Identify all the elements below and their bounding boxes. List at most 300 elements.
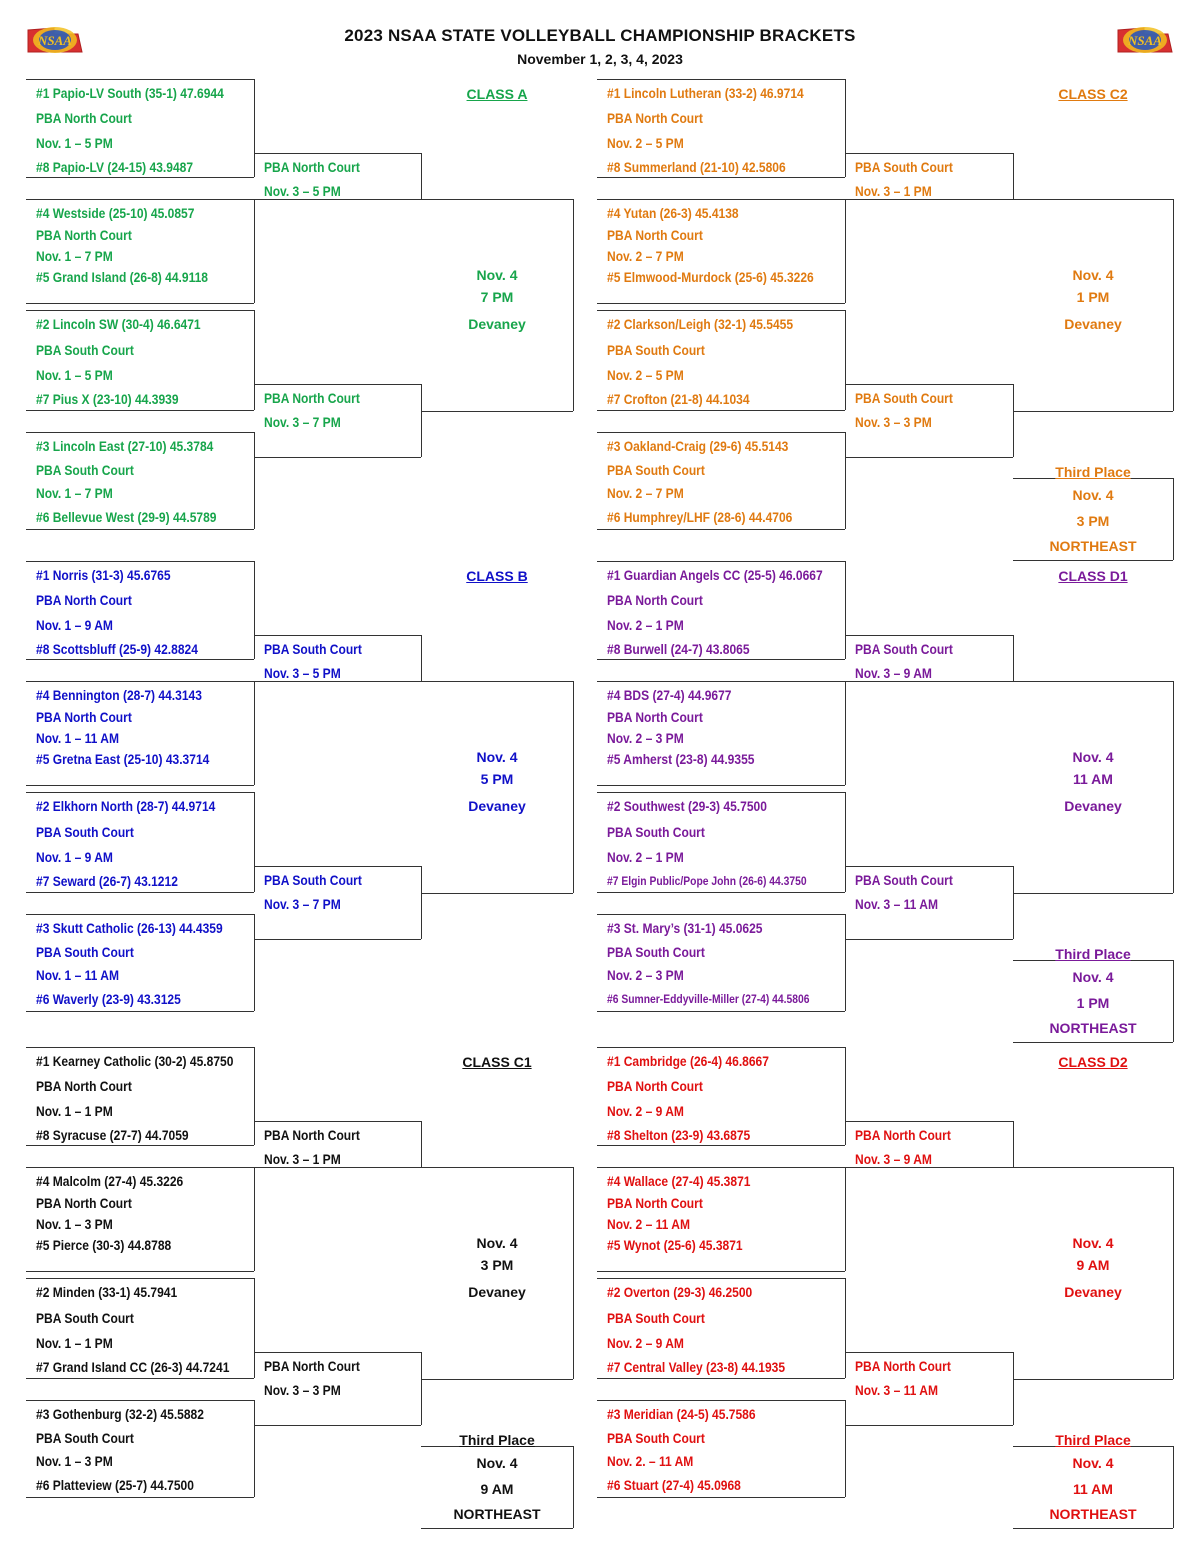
match-court: PBA South Court xyxy=(36,462,134,478)
team-low-seed: #7 Seward (26-7) 43.1212 xyxy=(36,873,178,889)
team-low-seed: #5 Grand Island (26-8) 44.9118 xyxy=(36,269,208,285)
match-connector xyxy=(254,79,255,177)
class-title: CLASS D2 xyxy=(1058,1054,1128,1070)
match-court: PBA South Court xyxy=(36,342,134,358)
match-top-line xyxy=(597,1400,845,1401)
semifinal-court: PBA North Court xyxy=(264,1358,360,1374)
final-connector xyxy=(1173,1167,1174,1379)
match-court: PBA North Court xyxy=(607,709,703,725)
semifinal-connector xyxy=(421,635,422,681)
match-top-line xyxy=(26,561,254,562)
final-connector xyxy=(1173,199,1174,411)
third-place-time: 3 PM xyxy=(1076,513,1110,529)
match-connector xyxy=(845,914,846,1011)
match-bottom-line xyxy=(597,659,845,660)
team-high-seed: #2 Minden (33-1) 45.7941 xyxy=(36,1284,178,1300)
match-top-line xyxy=(597,1167,845,1168)
final-bottom-line xyxy=(421,1379,573,1380)
match-connector xyxy=(254,1278,255,1378)
match-bottom-line xyxy=(26,659,254,660)
team-high-seed: #1 Papio-LV South (35-1) 47.6944 xyxy=(36,85,224,101)
match-court: PBA North Court xyxy=(36,709,132,725)
semifinal-bottom-line xyxy=(845,457,1013,458)
match-court: PBA South Court xyxy=(607,1430,705,1446)
third-place-time: 1 PM xyxy=(1076,995,1110,1011)
match-connector xyxy=(845,561,846,659)
final-top-line xyxy=(421,1167,573,1168)
final-date: Nov. 4 xyxy=(1072,1235,1114,1251)
final-time: 3 PM xyxy=(480,1257,514,1273)
semifinal-time: Nov. 3 – 7 PM xyxy=(264,414,341,430)
match-court: PBA South Court xyxy=(36,1310,134,1326)
match-bottom-line xyxy=(597,1497,845,1498)
semifinal-time: Nov. 3 – 5 PM xyxy=(264,183,341,199)
match-court: PBA North Court xyxy=(607,110,703,126)
semifinal-bottom-line xyxy=(254,681,421,682)
match-connector xyxy=(254,914,255,1011)
match-connector xyxy=(845,792,846,892)
match-bottom-line xyxy=(597,529,845,530)
match-connector xyxy=(845,1167,846,1271)
third-place-label: Third Place xyxy=(1055,946,1131,962)
final-bottom-line xyxy=(1013,1379,1173,1380)
final-date: Nov. 4 xyxy=(476,267,518,283)
semifinal-time: Nov. 3 – 11 AM xyxy=(855,1382,938,1398)
third-place-venue: NORTHEAST xyxy=(1049,1020,1137,1036)
final-top-line xyxy=(421,681,573,682)
team-high-seed: #2 Overton (29-3) 46.2500 xyxy=(607,1284,753,1300)
final-venue: Devaney xyxy=(1064,1284,1122,1300)
match-top-line xyxy=(26,199,254,200)
class-title: CLASS C1 xyxy=(462,1054,532,1070)
match-connector xyxy=(845,310,846,410)
team-low-seed: #6 Stuart (27-4) 45.0968 xyxy=(607,1477,741,1493)
match-time: Nov. 2 – 9 AM xyxy=(607,1103,684,1119)
semifinal-bottom-line xyxy=(254,1425,421,1426)
final-bottom-line xyxy=(1013,411,1173,412)
final-top-line xyxy=(1013,1167,1173,1168)
final-time: 11 AM xyxy=(1073,771,1113,787)
team-low-seed: #5 Amherst (23-8) 44.9355 xyxy=(607,751,755,767)
match-connector xyxy=(254,199,255,303)
match-time: Nov. 2 – 1 PM xyxy=(607,617,684,633)
team-high-seed: #3 Meridian (24-5) 45.7586 xyxy=(607,1406,756,1422)
semifinal-court: PBA South Court xyxy=(264,641,362,657)
match-top-line xyxy=(26,681,254,682)
semifinal-time: Nov. 3 – 3 PM xyxy=(264,1382,341,1398)
team-high-seed: #4 Wallace (27-4) 45.3871 xyxy=(607,1173,751,1189)
third-place-date: Nov. 4 xyxy=(1072,1455,1114,1471)
final-connector xyxy=(573,199,574,411)
match-connector xyxy=(845,1400,846,1497)
match-bottom-line xyxy=(597,1271,845,1272)
match-bottom-line xyxy=(26,1378,254,1379)
match-court: PBA South Court xyxy=(607,824,705,840)
semifinal-top-line xyxy=(254,384,421,385)
match-connector xyxy=(254,1167,255,1271)
semifinal-time: Nov. 3 – 5 PM xyxy=(264,665,341,681)
team-low-seed: #5 Elmwood-Murdock (25-6) 45.3226 xyxy=(607,269,814,285)
semifinal-top-line xyxy=(254,1121,421,1122)
final-bottom-line xyxy=(1013,893,1173,894)
team-high-seed: #3 Skutt Catholic (26-13) 44.4359 xyxy=(36,920,223,936)
match-court: PBA South Court xyxy=(36,824,134,840)
nsaa-logo-right xyxy=(1114,22,1174,58)
team-high-seed: #2 Southwest (29-3) 45.7500 xyxy=(607,798,767,814)
match-top-line xyxy=(26,914,254,915)
semifinal-time: Nov. 3 – 7 PM xyxy=(264,896,341,912)
semifinal-top-line xyxy=(845,866,1013,867)
team-low-seed: #7 Pius X (23-10) 44.3939 xyxy=(36,391,179,407)
team-high-seed: #3 St. Mary’s (31-1) 45.0625 xyxy=(607,920,763,936)
match-court: PBA South Court xyxy=(607,1310,705,1326)
team-low-seed: #6 Humphrey/LHF (28-6) 44.4706 xyxy=(607,509,793,525)
semifinal-top-line xyxy=(845,384,1013,385)
match-time: Nov. 1 – 7 PM xyxy=(36,248,113,264)
match-top-line xyxy=(597,199,845,200)
match-time: Nov. 1 – 3 PM xyxy=(36,1453,113,1469)
final-date: Nov. 4 xyxy=(476,749,518,765)
semifinal-top-line xyxy=(254,1352,421,1353)
match-time: Nov. 2 – 3 PM xyxy=(607,730,684,746)
match-connector xyxy=(254,792,255,892)
final-top-line xyxy=(1013,681,1173,682)
semifinal-top-line xyxy=(845,1352,1013,1353)
final-connector xyxy=(573,681,574,893)
match-bottom-line xyxy=(26,1271,254,1272)
team-low-seed: #7 Grand Island CC (26-3) 44.7241 xyxy=(36,1359,230,1375)
match-top-line xyxy=(26,1167,254,1168)
match-court: PBA North Court xyxy=(607,227,703,243)
match-court: PBA North Court xyxy=(36,1195,132,1211)
match-connector xyxy=(845,681,846,785)
match-top-line xyxy=(597,79,845,80)
match-bottom-line xyxy=(597,892,845,893)
final-venue: Devaney xyxy=(1064,798,1122,814)
semifinal-time: Nov. 3 – 9 AM xyxy=(855,665,932,681)
third-place-bottom-line xyxy=(1013,560,1173,561)
semifinal-top-line xyxy=(254,866,421,867)
team-high-seed: #4 BDS (27-4) 44.9677 xyxy=(607,687,732,703)
match-court: PBA South Court xyxy=(36,944,134,960)
semifinal-bottom-line xyxy=(845,681,1013,682)
third-place-venue: NORTHEAST xyxy=(1049,1506,1137,1522)
team-high-seed: #2 Elkhorn North (28-7) 44.9714 xyxy=(36,798,216,814)
match-bottom-line xyxy=(26,177,254,178)
team-high-seed: #1 Guardian Angels CC (25-5) 46.0667 xyxy=(607,567,823,583)
third-place-bottom-line xyxy=(1013,1528,1173,1529)
semifinal-top-line xyxy=(845,635,1013,636)
class-title: CLASS A xyxy=(466,86,528,102)
match-connector xyxy=(845,432,846,529)
semifinal-connector xyxy=(1013,153,1014,199)
class-title: CLASS C2 xyxy=(1058,86,1128,102)
third-place-connector xyxy=(1173,960,1174,1042)
match-time: Nov. 1 – 11 AM xyxy=(36,967,119,983)
match-connector xyxy=(254,310,255,410)
match-bottom-line xyxy=(26,1145,254,1146)
team-low-seed: #6 Sumner-Eddyville-Miller (27-4) 44.5806 xyxy=(607,992,810,1006)
match-court: PBA South Court xyxy=(607,342,705,358)
final-venue: Devaney xyxy=(1064,316,1122,332)
team-high-seed: #2 Lincoln SW (30-4) 46.6471 xyxy=(36,316,201,332)
semifinal-connector xyxy=(421,1121,422,1167)
match-time: Nov. 2. – 11 AM xyxy=(607,1453,694,1469)
match-top-line xyxy=(26,792,254,793)
semifinal-court: PBA South Court xyxy=(264,872,362,888)
semifinal-court: PBA South Court xyxy=(855,872,953,888)
third-place-connector xyxy=(573,1446,574,1528)
page-title: 2023 NSAA STATE VOLLEYBALL CHAMPIONSHIP BRACKETS xyxy=(344,26,856,45)
third-place-time: 9 AM xyxy=(480,1481,514,1497)
match-court: PBA South Court xyxy=(607,462,705,478)
final-bottom-line xyxy=(421,411,573,412)
team-low-seed: #6 Waverly (23-9) 43.3125 xyxy=(36,991,181,1007)
final-connector xyxy=(573,1167,574,1379)
match-time: Nov. 2 – 7 PM xyxy=(607,248,684,264)
semifinal-court: PBA South Court xyxy=(855,641,953,657)
team-high-seed: #1 Kearney Catholic (30-2) 45.8750 xyxy=(36,1053,234,1069)
semifinal-court: PBA North Court xyxy=(264,159,360,175)
team-high-seed: #3 Gothenburg (32-2) 45.5882 xyxy=(36,1406,204,1422)
match-time: Nov. 1 – 5 PM xyxy=(36,367,113,383)
match-connector xyxy=(845,1278,846,1378)
third-place-venue: NORTHEAST xyxy=(453,1506,541,1522)
team-low-seed: #5 Pierce (30-3) 44.8788 xyxy=(36,1237,172,1253)
match-court: PBA North Court xyxy=(36,227,132,243)
semifinal-time: Nov. 3 – 11 AM xyxy=(855,896,938,912)
match-time: Nov. 2 – 1 PM xyxy=(607,849,684,865)
match-connector xyxy=(845,1047,846,1145)
third-place-date: Nov. 4 xyxy=(1072,487,1114,503)
final-time: 7 PM xyxy=(480,289,514,305)
final-bottom-line xyxy=(421,893,573,894)
match-top-line xyxy=(597,681,845,682)
final-connector xyxy=(1173,681,1174,893)
match-bottom-line xyxy=(26,892,254,893)
semifinal-bottom-line xyxy=(845,199,1013,200)
match-time: Nov. 1 – 9 AM xyxy=(36,617,113,633)
match-time: Nov. 2 – 11 AM xyxy=(607,1216,690,1232)
semifinal-court: PBA South Court xyxy=(855,159,953,175)
match-top-line xyxy=(597,792,845,793)
tournament-dates: November 1, 2, 3, 4, 2023 xyxy=(517,51,683,67)
match-top-line xyxy=(597,914,845,915)
team-low-seed: #7 Central Valley (23-8) 44.1935 xyxy=(607,1359,786,1375)
semifinal-bottom-line xyxy=(254,939,421,940)
match-connector xyxy=(845,199,846,303)
match-court: PBA North Court xyxy=(36,592,132,608)
match-top-line xyxy=(597,310,845,311)
third-place-date: Nov. 4 xyxy=(1072,969,1114,985)
match-connector xyxy=(254,681,255,785)
nsaa-logo-left xyxy=(24,22,84,58)
match-time: Nov. 1 – 3 PM xyxy=(36,1216,113,1232)
team-low-seed: #8 Syracuse (27-7) 44.7059 xyxy=(36,1127,189,1143)
final-time: 9 AM xyxy=(1076,1257,1110,1273)
team-low-seed: #7 Crofton (21-8) 44.1034 xyxy=(607,391,750,407)
final-date: Nov. 4 xyxy=(476,1235,518,1251)
semifinal-bottom-line xyxy=(254,1167,421,1168)
svg-text:NSAA: NSAA xyxy=(1128,33,1162,48)
team-high-seed: #4 Bennington (28-7) 44.3143 xyxy=(36,687,202,703)
semifinal-top-line xyxy=(254,153,421,154)
semifinal-top-line xyxy=(845,153,1013,154)
semifinal-time: Nov. 3 – 1 PM xyxy=(264,1151,341,1167)
team-high-seed: #2 Clarkson/Leigh (32-1) 45.5455 xyxy=(607,316,794,332)
third-place-connector xyxy=(1173,1446,1174,1528)
team-high-seed: #3 Oakland-Craig (29-6) 45.5143 xyxy=(607,438,789,454)
match-bottom-line xyxy=(26,303,254,304)
semifinal-connector xyxy=(1013,1352,1014,1425)
final-date: Nov. 4 xyxy=(1072,749,1114,765)
team-low-seed: #8 Scottsbluff (25-9) 42.8824 xyxy=(36,641,198,657)
match-connector xyxy=(254,1047,255,1145)
semifinal-connector xyxy=(421,384,422,457)
match-top-line xyxy=(26,1400,254,1401)
third-place-time: 11 AM xyxy=(1073,1481,1113,1497)
match-court: PBA North Court xyxy=(607,1195,703,1211)
semifinal-time: Nov. 3 – 3 PM xyxy=(855,414,932,430)
match-bottom-line xyxy=(597,410,845,411)
semifinal-top-line xyxy=(845,1121,1013,1122)
match-top-line xyxy=(26,79,254,80)
team-low-seed: #8 Shelton (23-9) 43.6875 xyxy=(607,1127,751,1143)
match-connector xyxy=(254,1400,255,1497)
match-connector xyxy=(845,79,846,177)
semifinal-connector xyxy=(1013,384,1014,457)
match-bottom-line xyxy=(597,1145,845,1146)
final-time: 5 PM xyxy=(480,771,514,787)
final-venue: Devaney xyxy=(468,798,526,814)
class-title: CLASS B xyxy=(466,568,528,584)
semifinal-top-line xyxy=(254,635,421,636)
team-low-seed: #5 Wynot (25-6) 45.3871 xyxy=(607,1237,743,1253)
final-top-line xyxy=(1013,199,1173,200)
match-bottom-line xyxy=(26,785,254,786)
third-place-label: Third Place xyxy=(1055,1432,1131,1448)
team-high-seed: #4 Yutan (26-3) 45.4138 xyxy=(607,205,739,221)
class-title: CLASS D1 xyxy=(1058,568,1128,584)
semifinal-bottom-line xyxy=(845,1425,1013,1426)
match-bottom-line xyxy=(597,303,845,304)
match-bottom-line xyxy=(597,1011,845,1012)
match-top-line xyxy=(597,1047,845,1048)
semifinal-court: PBA South Court xyxy=(855,390,953,406)
team-high-seed: #1 Cambridge (26-4) 46.8667 xyxy=(607,1053,769,1069)
team-high-seed: #3 Lincoln East (27-10) 45.3784 xyxy=(36,438,214,454)
semifinal-connector xyxy=(421,866,422,939)
semifinal-bottom-line xyxy=(845,939,1013,940)
semifinal-court: PBA North Court xyxy=(855,1127,951,1143)
team-low-seed: #8 Burwell (24-7) 43.8065 xyxy=(607,641,750,657)
semifinal-court: PBA North Court xyxy=(855,1358,951,1374)
final-venue: Devaney xyxy=(468,316,526,332)
match-time: Nov. 1 – 11 AM xyxy=(36,730,119,746)
match-top-line xyxy=(597,432,845,433)
match-court: PBA North Court xyxy=(36,110,132,126)
semifinal-bottom-line xyxy=(845,1167,1013,1168)
match-top-line xyxy=(26,432,254,433)
semifinal-bottom-line xyxy=(254,457,421,458)
team-high-seed: #4 Malcolm (27-4) 45.3226 xyxy=(36,1173,184,1189)
team-low-seed: #8 Summerland (21-10) 42.5806 xyxy=(607,159,786,175)
match-time: Nov. 1 – 9 AM xyxy=(36,849,113,865)
final-time: 1 PM xyxy=(1076,289,1110,305)
match-connector xyxy=(254,561,255,659)
team-low-seed: #5 Gretna East (25-10) 43.3714 xyxy=(36,751,210,767)
match-time: Nov. 2 – 9 AM xyxy=(607,1335,684,1351)
semifinal-time: Nov. 3 – 1 PM xyxy=(855,183,932,199)
match-time: Nov. 1 – 1 PM xyxy=(36,1103,113,1119)
match-court: PBA North Court xyxy=(36,1078,132,1094)
team-low-seed: #6 Platteview (25-7) 44.7500 xyxy=(36,1477,194,1493)
semifinal-bottom-line xyxy=(254,199,421,200)
match-time: Nov. 1 – 7 PM xyxy=(36,485,113,501)
match-time: Nov. 1 – 5 PM xyxy=(36,135,113,151)
team-low-seed: #6 Bellevue West (29-9) 44.5789 xyxy=(36,509,217,525)
match-connector xyxy=(254,432,255,529)
match-top-line xyxy=(597,1278,845,1279)
third-place-date: Nov. 4 xyxy=(476,1455,518,1471)
final-date: Nov. 4 xyxy=(1072,267,1114,283)
match-bottom-line xyxy=(26,1011,254,1012)
final-top-line xyxy=(421,199,573,200)
semifinal-connector xyxy=(421,1352,422,1425)
third-place-venue: NORTHEAST xyxy=(1049,538,1137,554)
match-top-line xyxy=(26,310,254,311)
semifinal-connector xyxy=(1013,635,1014,681)
match-bottom-line xyxy=(597,1378,845,1379)
team-high-seed: #1 Norris (31-3) 45.6765 xyxy=(36,567,171,583)
team-low-seed: #8 Papio-LV (24-15) 43.9487 xyxy=(36,159,194,175)
third-place-bottom-line xyxy=(421,1528,573,1529)
semifinal-court: PBA North Court xyxy=(264,390,360,406)
match-top-line xyxy=(26,1047,254,1048)
match-court: PBA North Court xyxy=(607,592,703,608)
match-time: Nov. 2 – 5 PM xyxy=(607,367,684,383)
match-time: Nov. 2 – 5 PM xyxy=(607,135,684,151)
match-top-line xyxy=(597,561,845,562)
match-bottom-line xyxy=(26,1497,254,1498)
team-high-seed: #4 Westside (25-10) 45.0857 xyxy=(36,205,195,221)
match-top-line xyxy=(26,1278,254,1279)
third-place-label: Third Place xyxy=(459,1432,535,1448)
match-court: PBA South Court xyxy=(36,1430,134,1446)
match-bottom-line xyxy=(597,785,845,786)
match-time: Nov. 2 – 3 PM xyxy=(607,967,684,983)
match-time: Nov. 1 – 1 PM xyxy=(36,1335,113,1351)
match-court: PBA North Court xyxy=(607,1078,703,1094)
third-place-label: Third Place xyxy=(1055,464,1131,480)
match-bottom-line xyxy=(26,529,254,530)
team-high-seed: #1 Lincoln Lutheran (33-2) 46.9714 xyxy=(607,85,804,101)
semifinal-connector xyxy=(1013,1121,1014,1167)
third-place-connector xyxy=(1173,478,1174,560)
match-court: PBA South Court xyxy=(607,944,705,960)
match-bottom-line xyxy=(597,177,845,178)
third-place-bottom-line xyxy=(1013,1042,1173,1043)
match-time: Nov. 2 – 7 PM xyxy=(607,485,684,501)
semifinal-court: PBA North Court xyxy=(264,1127,360,1143)
semifinal-time: Nov. 3 – 9 AM xyxy=(855,1151,932,1167)
match-bottom-line xyxy=(26,410,254,411)
svg-text:NSAA: NSAA xyxy=(38,33,72,48)
semifinal-connector xyxy=(421,153,422,199)
team-low-seed: #7 Elgin Public/Pope John (26-6) 44.3750 xyxy=(607,874,807,888)
final-venue: Devaney xyxy=(468,1284,526,1300)
semifinal-connector xyxy=(1013,866,1014,939)
